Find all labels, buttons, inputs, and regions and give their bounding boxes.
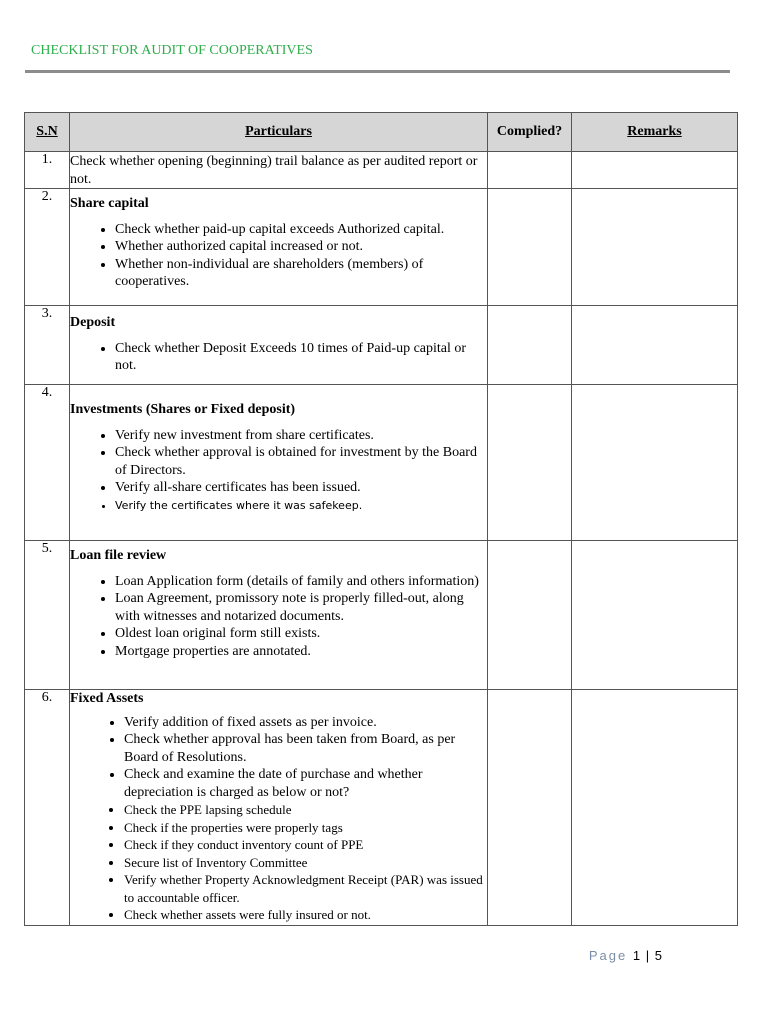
remarks-cell[interactable]	[572, 306, 738, 385]
list-item: • Check whether paid-up capital exceeds Authorized capital.	[115, 221, 487, 239]
list-item: • Loan Application form (details of family and others information)	[115, 573, 487, 591]
page-footer	[589, 948, 662, 963]
row-text: Check whether opening (beginning) trail balance as per audited report or not.	[70, 154, 478, 187]
list-item: • Verify all-share certificates has been issued.	[115, 479, 487, 497]
table-row	[25, 690, 738, 926]
bullet-list	[70, 573, 487, 661]
list-item: • Verify addition of fixed assets as per invoice.	[124, 714, 487, 732]
complied-cell[interactable]	[488, 306, 572, 385]
remarks-cell[interactable]	[572, 690, 738, 926]
bullet-list	[70, 714, 487, 924]
row-particulars	[70, 152, 488, 189]
remarks-cell[interactable]	[572, 152, 738, 189]
table-row	[25, 541, 738, 690]
current-page-number: 1	[632, 948, 641, 963]
section-heading: Deposit	[70, 315, 116, 330]
table-row	[25, 152, 738, 189]
complied-cell[interactable]	[488, 541, 572, 690]
header-particulars: Particulars	[70, 113, 488, 152]
complied-cell[interactable]	[488, 189, 572, 306]
page-label: Page	[588, 948, 628, 963]
list-item: • Check the PPE lapsing schedule	[124, 801, 487, 819]
row-particulars	[70, 541, 488, 690]
row-number: 5.	[25, 541, 70, 690]
table-row	[25, 189, 738, 306]
list-item: • Check if the properties were properly tags	[124, 819, 487, 837]
row-number: 6.	[25, 690, 70, 926]
table-row	[25, 306, 738, 385]
bullet-list	[70, 340, 487, 375]
list-item: • Whether authorized capital increased or not.	[115, 238, 487, 256]
complied-cell[interactable]	[488, 690, 572, 926]
bullet-list	[70, 427, 487, 515]
list-item: • Check whether assets were fully insured or not.	[124, 906, 487, 924]
row-number: 3.	[25, 306, 70, 385]
list-item: • Oldest loan original form still exists.	[115, 625, 487, 643]
section-heading: Share capital	[70, 196, 149, 211]
header-sn: S.N	[25, 113, 70, 152]
total-pages: 5	[654, 948, 662, 963]
list-item: • Check whether approval has been taken from Board, as per Board of Resolutions.	[124, 731, 487, 766]
list-item: • Secure list of Inventory Committee	[124, 854, 487, 872]
remarks-cell[interactable]	[572, 189, 738, 306]
complied-cell[interactable]	[488, 152, 572, 189]
page-separator: |	[645, 948, 650, 963]
row-number: 4.	[25, 385, 70, 541]
list-item: • Loan Agreement, promissory note is properly filled-out, along with witnesses and notarized documents.	[115, 590, 487, 625]
row-particulars	[70, 690, 488, 926]
document-title: CHECKLIST FOR AUDIT OF COOPERATIVES	[31, 43, 313, 58]
list-item: • Check if they conduct inventory count of PPE	[124, 836, 487, 854]
list-item: • Verify the certificates where it was safekeep.	[115, 497, 487, 515]
list-item: • Check whether approval is obtained for investment by the Board of Directors.	[115, 444, 487, 479]
header-remarks: Remarks	[572, 113, 738, 152]
row-number: 2.	[25, 189, 70, 306]
list-item: • Mortgage properties are annotated.	[115, 643, 487, 661]
table-row	[25, 385, 738, 541]
section-heading: Investments (Shares or Fixed deposit)	[70, 402, 296, 417]
section-heading: Fixed Assets	[70, 691, 144, 706]
list-item: • Check whether Deposit Exceeds 10 times of Paid-up capital or not.	[115, 340, 487, 375]
title-divider	[25, 70, 730, 73]
remarks-cell[interactable]	[572, 385, 738, 541]
list-item: • Verify whether Property Acknowledgment Receipt (PAR) was issued to accountable officer.	[124, 871, 487, 906]
list-item: • Check and examine the date of purchase and whether depreciation is charged as below or not?	[124, 766, 487, 801]
row-particulars	[70, 189, 488, 306]
list-item: • Whether non-individual are shareholders (members) of cooperatives.	[115, 256, 487, 291]
bullet-list	[70, 221, 487, 291]
row-particulars	[70, 385, 488, 541]
remarks-cell[interactable]	[572, 541, 738, 690]
complied-cell[interactable]	[488, 385, 572, 541]
row-particulars	[70, 306, 488, 385]
list-item: • Verify new investment from share certificates.	[115, 427, 487, 445]
header-complied: Complied?	[488, 113, 572, 152]
section-heading: Loan file review	[70, 548, 167, 563]
audit-checklist-table	[24, 112, 738, 926]
table-header-row	[25, 113, 738, 152]
row-number: 1.	[25, 152, 70, 189]
